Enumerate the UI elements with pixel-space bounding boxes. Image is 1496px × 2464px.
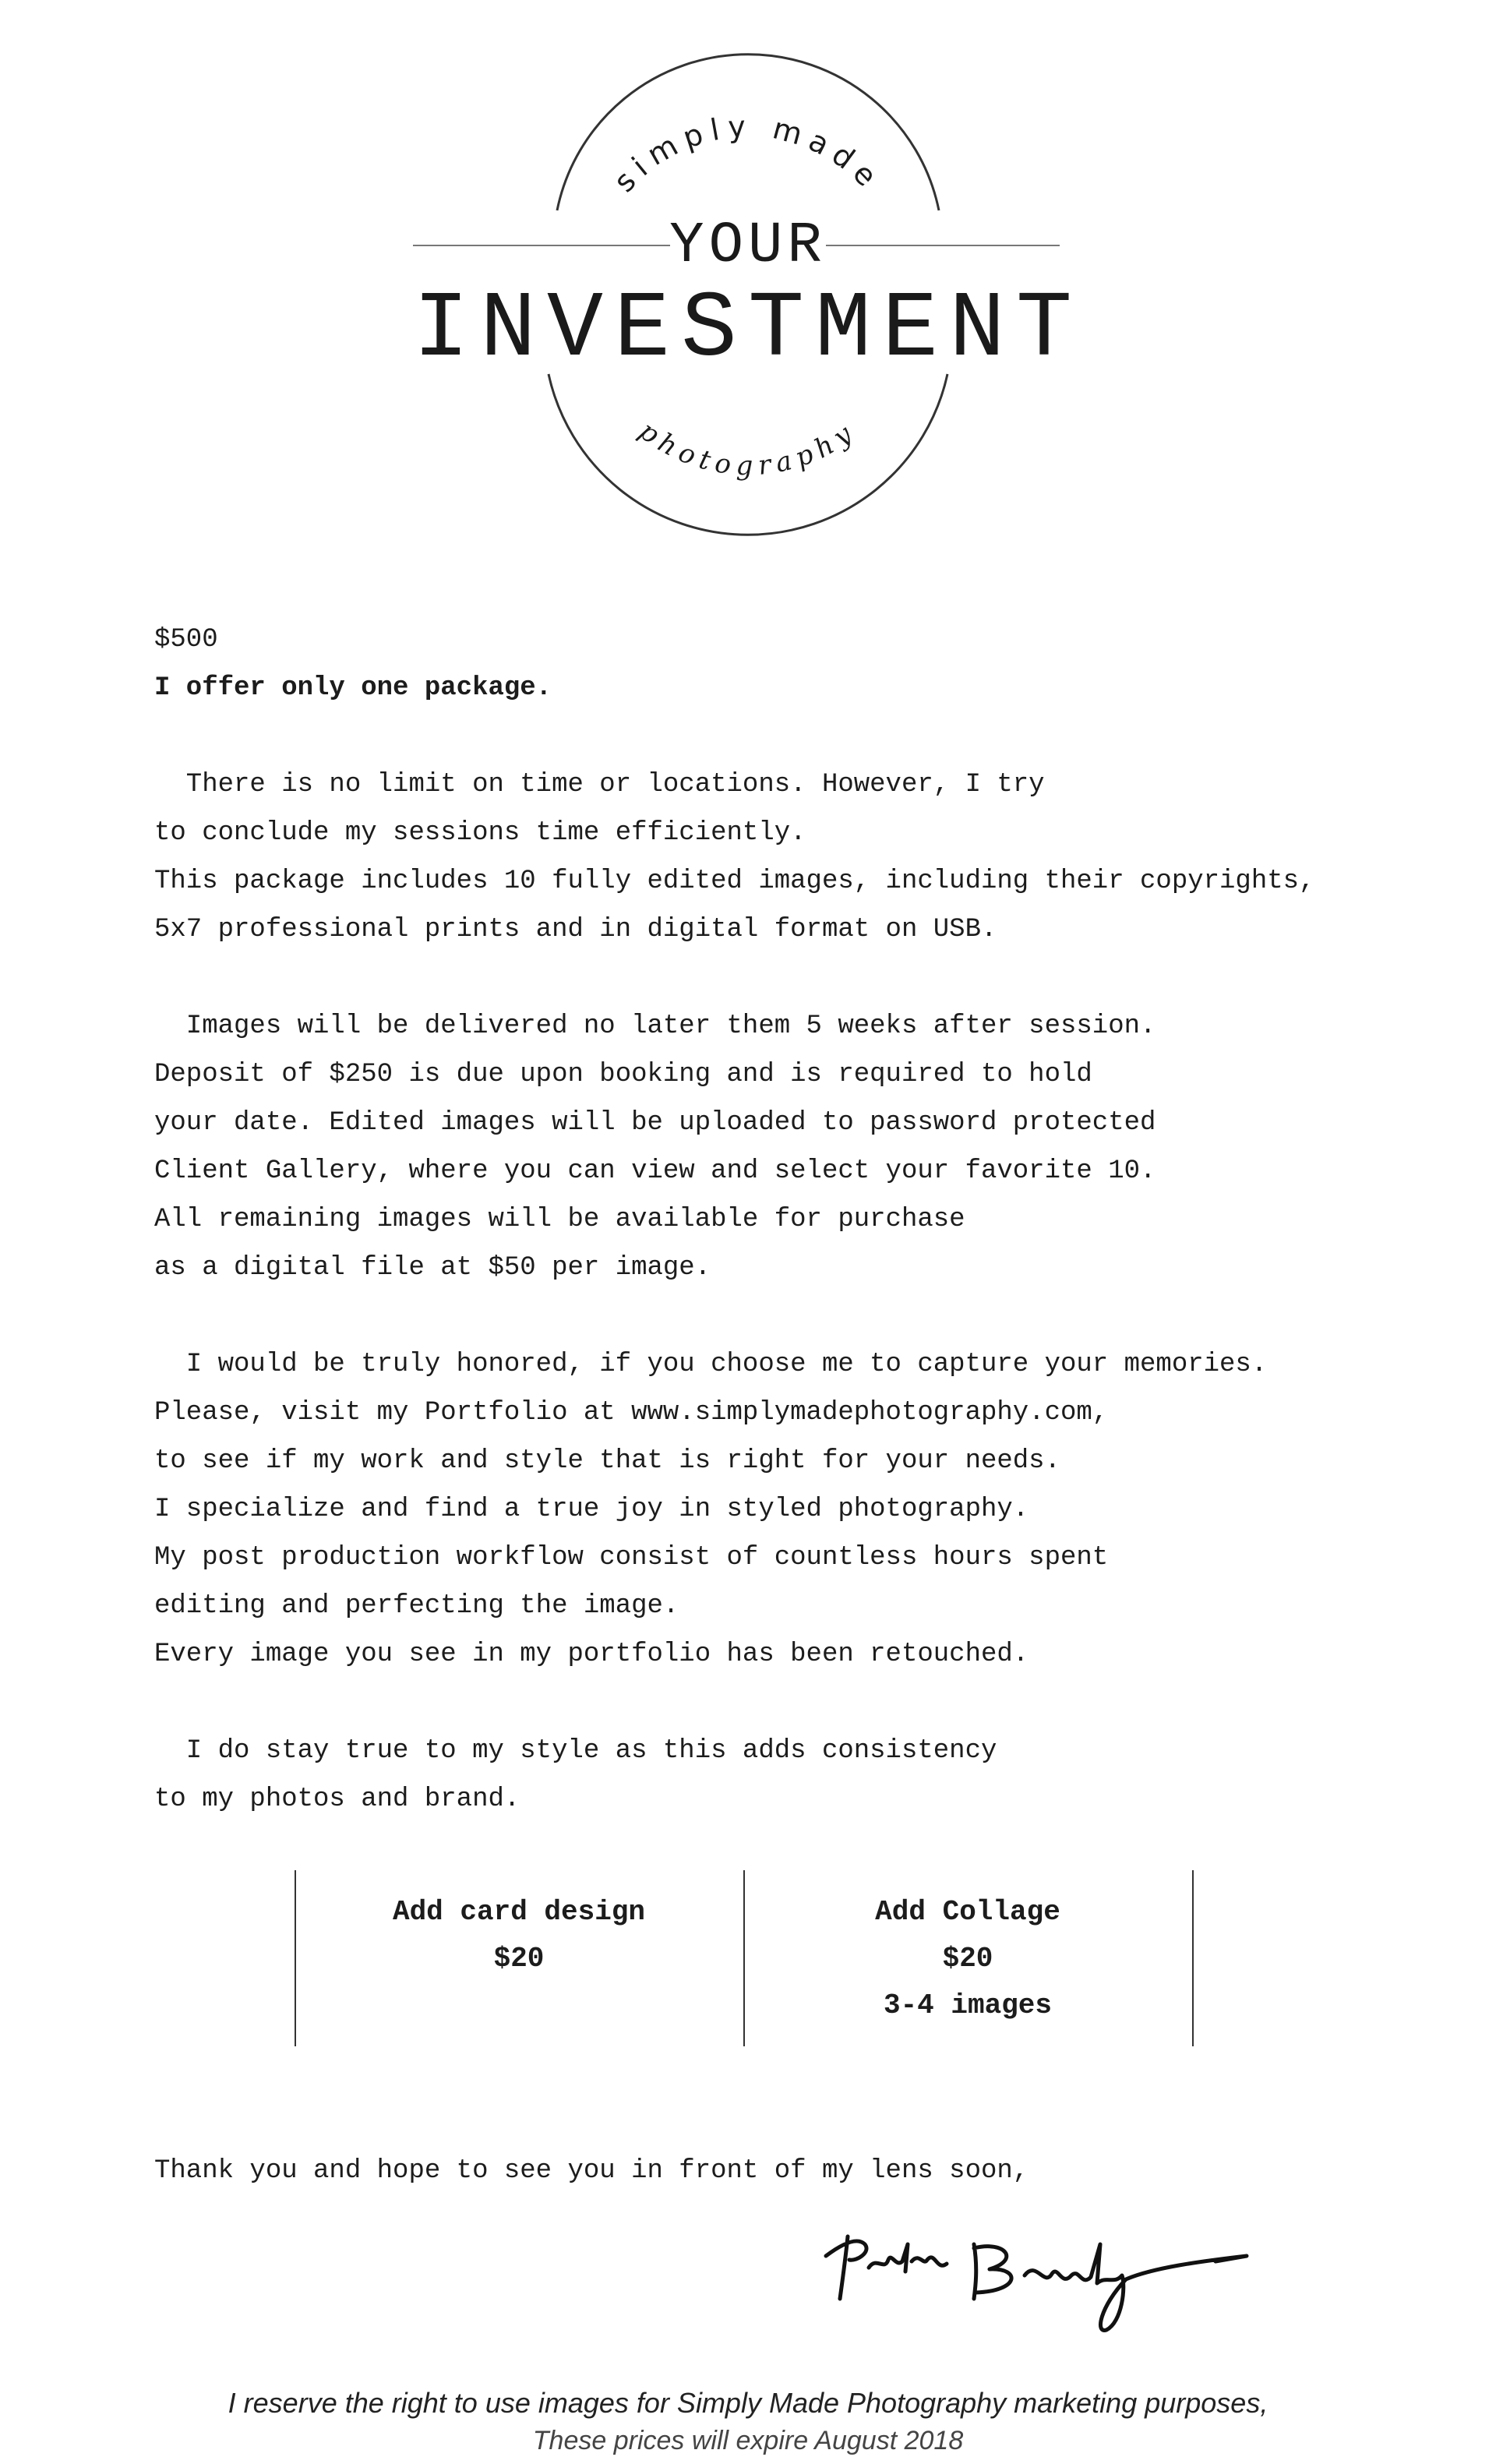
paragraph-line: I do stay true to my style as this adds consistency (154, 1736, 997, 1766)
paragraph-line: to see if my work and style that is right for your needs. (154, 1446, 1060, 1476)
price: $500 (154, 625, 218, 655)
addon-note: 3-4 images (883, 1989, 1053, 2021)
paragraph-line: to conclude my sessions time efficiently. (154, 818, 806, 848)
addons-table (295, 1870, 1194, 2046)
paragraph-line: All remaining images will be available for purchase (154, 1205, 965, 1234)
closing-line: Thank you and hope to see you in front of my lens soon, (154, 2156, 1029, 2186)
package-line: I offer only one package. (154, 673, 552, 703)
paragraph-line: 5x7 professional prints and in digital format on USB. (154, 915, 997, 944)
footer-expiry: These prices will expire August 2018 (532, 2426, 964, 2455)
signature-drawing (810, 2213, 1278, 2338)
paragraph-line: There is no limit on time or locations. However, I try (154, 770, 1045, 800)
divider (1192, 1870, 1194, 2046)
logo-heading-small: YOUR (669, 214, 827, 279)
addon-title: Add card design (392, 1896, 646, 1928)
logo-heading-large: INVESTMENT (412, 277, 1084, 383)
addon-price: $20 (942, 1943, 993, 1975)
footer (0, 2385, 1496, 2459)
paragraph-line: This package includes 10 fully edited images, including their copyrights, (154, 867, 1315, 896)
paragraph-line: My post production workflow consist of countless hours spent (154, 1543, 1109, 1573)
paragraph-line: Client Gallery, where you can view and select your favorite 10. (154, 1156, 1156, 1186)
signature (810, 2213, 1278, 2338)
paragraph-line: Deposit of $250 is due upon booking and is required to hold (154, 1060, 1092, 1089)
paragraph-line: Please, visit my Portfolio at www.simplymadephotography.com, (154, 1398, 1109, 1428)
paragraph-delivery (154, 1002, 1448, 1292)
addon-collage (743, 1889, 1192, 2029)
paragraph-line: editing and perfecting the image. (154, 1591, 679, 1621)
paragraph-line: I specialize and find a true joy in styled photography. (154, 1495, 1029, 1524)
paragraph-line: as a digital file at $50 per image. (154, 1253, 711, 1283)
paragraph-line: Every image you see in my portfolio has been retouched. (154, 1640, 1029, 1669)
logo-top-arc-text: simply made (607, 108, 889, 199)
paragraph-style (154, 1727, 1448, 1823)
logo-bottom-arc-script: photography (633, 415, 863, 482)
logo-emblem (0, 0, 1496, 545)
paragraph-line: Images will be delivered no later them 5 weeks after session. (154, 1011, 1156, 1041)
paragraph-line: to my photos and brand. (154, 1784, 520, 1814)
addon-title: Add Collage (875, 1896, 1060, 1928)
paragraph-line: I would be truly honored, if you choose me to capture your memories. (154, 1350, 1268, 1379)
paragraph-package (154, 761, 1448, 954)
paragraph-portfolio (154, 1340, 1448, 1679)
footer-rights: I reserve the right to use images for Simply Made Photography marketing purposes, (228, 2387, 1268, 2419)
logo (0, 0, 1496, 545)
main-body (154, 616, 1448, 1823)
paragraph-line: your date. Edited images will be uploaded to password protected (154, 1108, 1156, 1138)
addon-card-design (295, 1889, 743, 1982)
addon-price: $20 (493, 1943, 545, 1975)
